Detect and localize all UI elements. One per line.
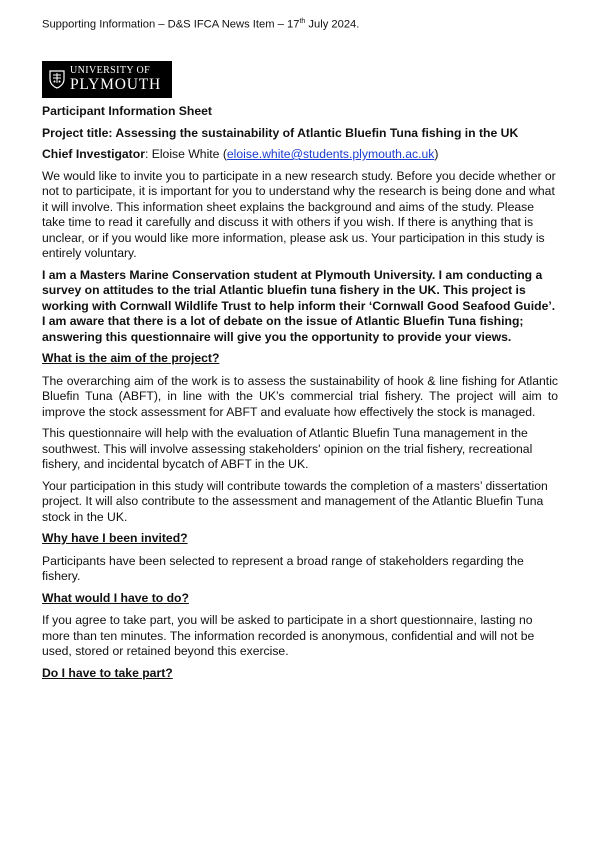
header-sup: th [299,18,306,25]
header-prefix: Supporting Information – D&S IFCA News Item – 17 [42,18,300,31]
document-body [42,104,558,688]
invited-heading: Why have I been invited? [42,531,188,545]
university-crest-icon [49,70,65,89]
investigator-email-link[interactable]: eloise.white@students.plymouth.ac.uk [226,147,435,161]
investigator-label: Chief Investigator [42,147,145,161]
intro-paragraph: We would like to invite you to participate in a new research study. Before you decide whether or not to participate, it is important for you to understand why the research is being done and what it will involve. This information sheet explains the background and aims of the study. Please take time to read it carefully and discuss it with others if you wish. If there is anything that is unclear, or if you would like more information, please ask us. Your participation in this study is entirely voluntary. [42,168,556,260]
aim-paragraph-3: Your participation in this study will contribute towards the completion of a masters’ dissertation project. It will also contribute to the assessment and management of the Atlantic Bluefin Tuna stock in the UK. [42,478,548,524]
invited-paragraph: Participants have been selected to represent a broad range of stakeholders regarding the fishery. [42,553,524,583]
doc-title: Participant Information Sheet [42,104,212,118]
logo-line2: PLYMOUTH [70,76,161,94]
header-suffix: July 2024. [305,18,360,31]
take-part-heading: Do I have to take part? [42,665,173,680]
header-line [42,18,359,31]
investigator-close: ) [434,147,439,161]
investigator-name: : Eloise White ( [144,147,227,161]
logo-line1: UNIVERSITY OF [70,65,151,77]
university-logo [42,61,172,98]
todo-paragraph: If you agree to take part, you will be asked to participate in a short questionnaire, lasting no more than ten minutes. The information recorded is anonymous, confidential and will not be used, stored or retained beyond this exercise. [42,613,535,658]
logo-text [70,66,161,93]
bold-intro-paragraph: I am a Masters Marine Conservation student at Plymouth University. I am conducting a survey on attitudes to the trial Atlantic bluefin tuna fishery in the UK. This project is working with Cornwall Wildlife Trust to help inform their ‘Cornwall Good Seafood Guide’. I am aware that there is a lot of debate on the issue of Atlantic Bluefin Tuna fishing; answering this questionnaire will give you the opportunity to provide your views. [42,267,556,344]
project-title: Project title: Assessing the sustainability of Atlantic Bluefin Tuna fishing in the UK [42,125,519,140]
aim-paragraph-1: The overarching aim of the work is to assess the sustainability of hook & line fishing for Atlantic Bluefin Tuna (ABFT), in line with the UK’s commercial trial fishery. The project will aim to improve the stock assessment for ABFT and evaluate how effectively the stock is managed. [42,373,558,419]
investigator-line [42,147,558,163]
aim-heading: What is the aim of the project? [42,351,220,365]
todo-heading: What would I have to do? [42,590,189,605]
aim-paragraph-2: This questionnaire will help with the evaluation of Atlantic Bluefin Tuna management in the southwest. This will involve assessing stakeholders' opinion on the trial fishery, recreational fishery, and incidental bycatch of ABFT in the UK. [42,426,533,471]
